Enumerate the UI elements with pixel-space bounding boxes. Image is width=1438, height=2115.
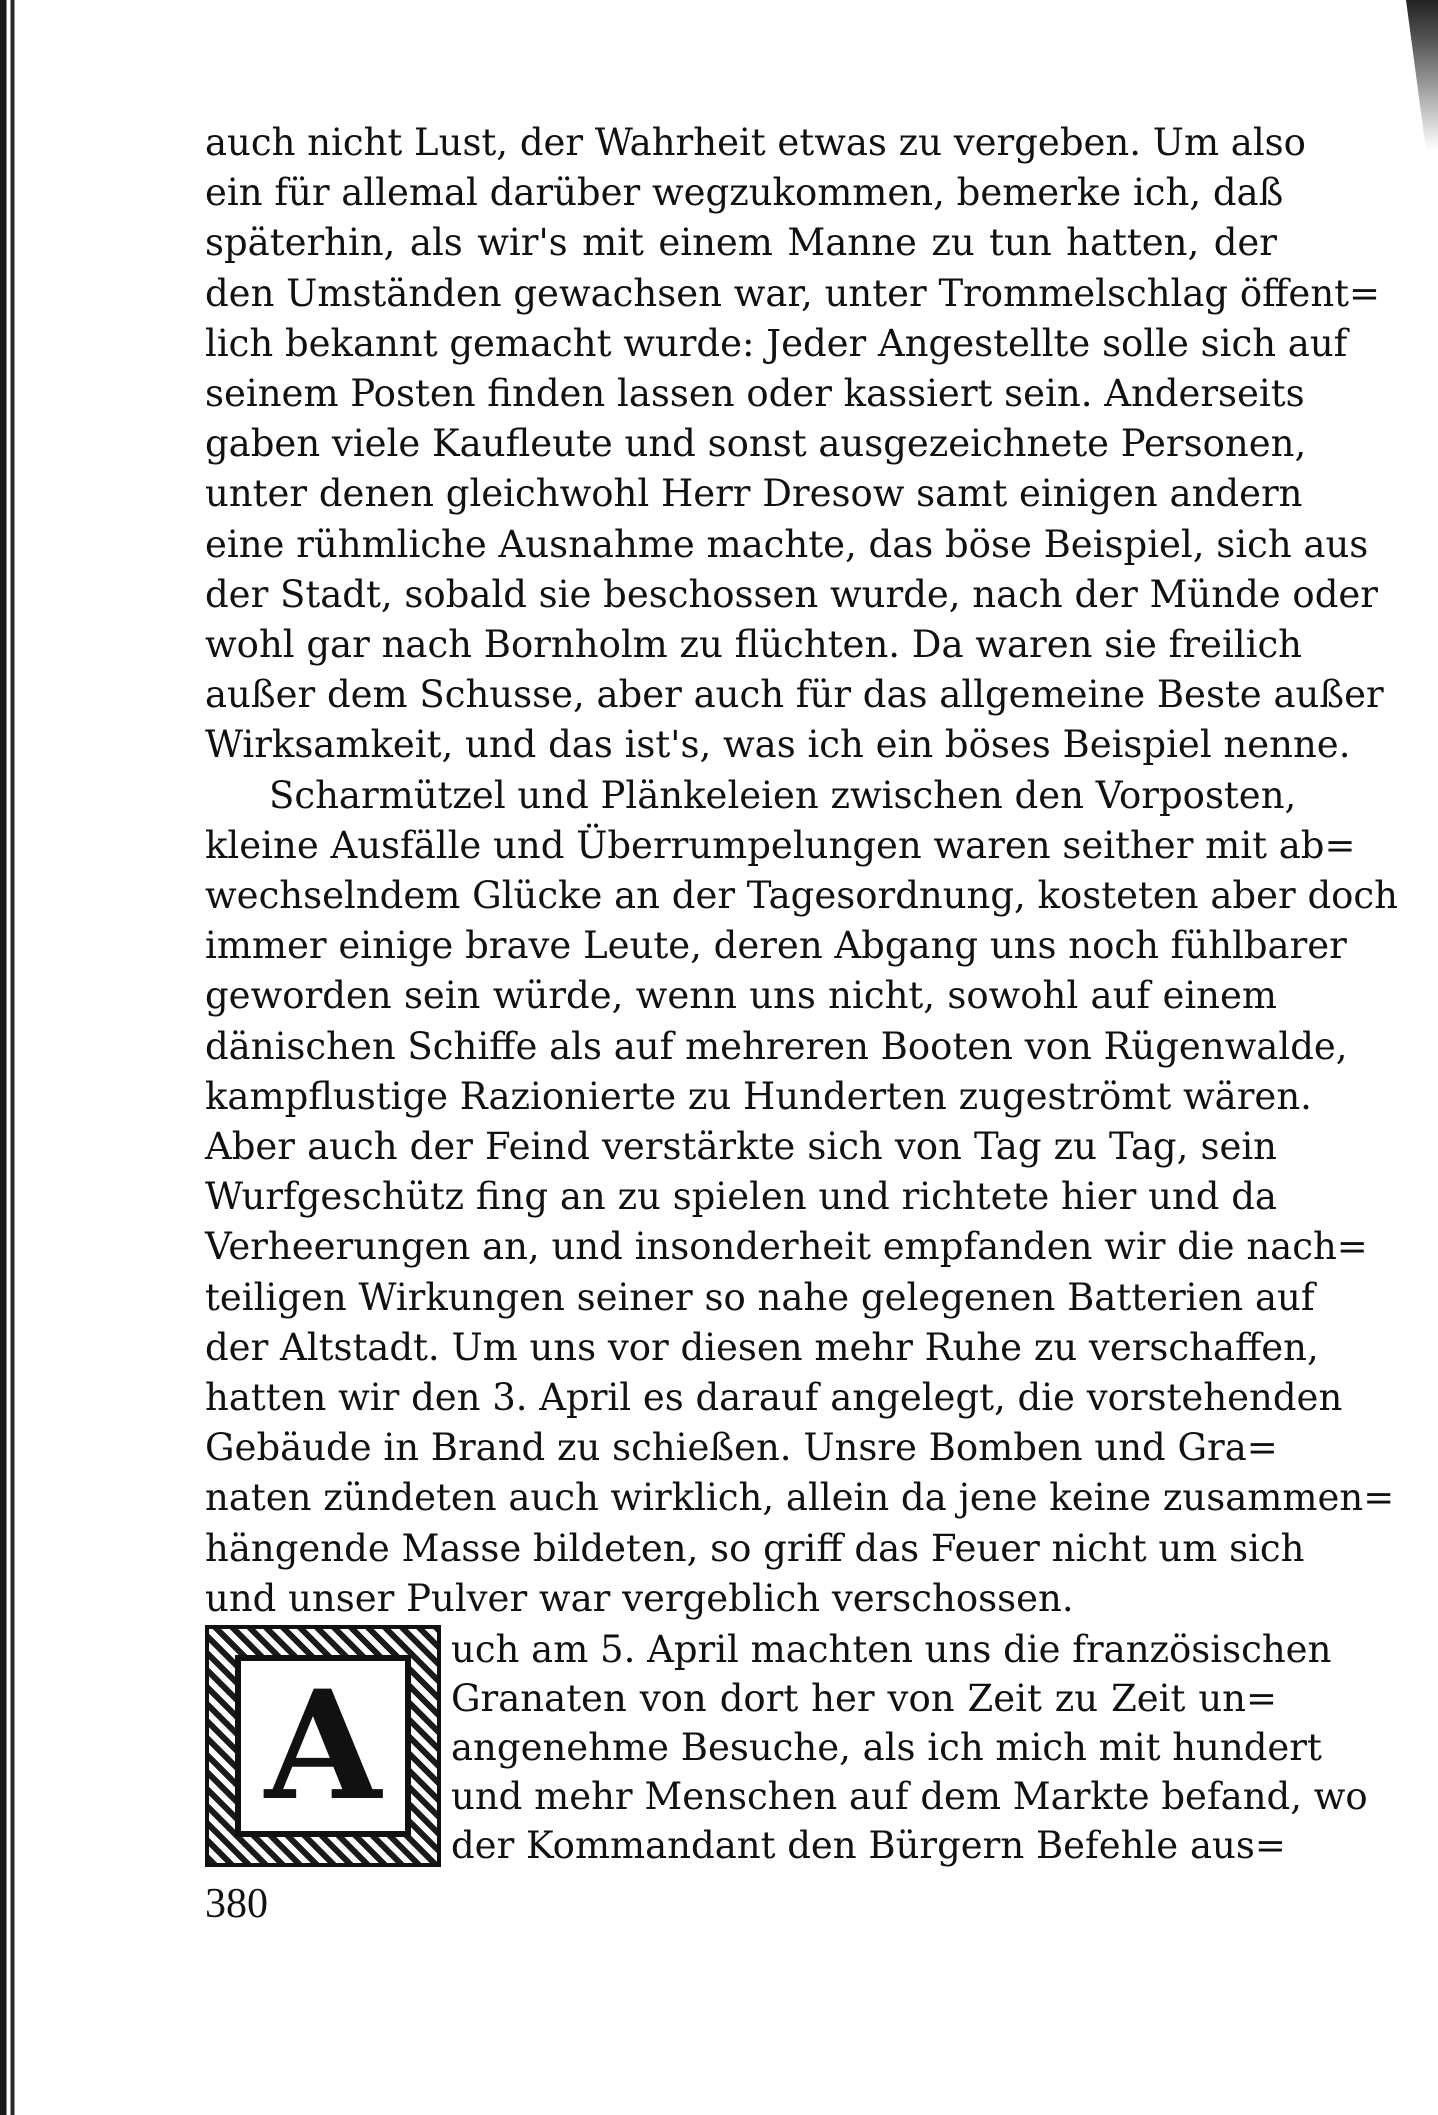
text-line: späterhin, als wir's mit einem Manne zu tun hatten, der [205, 221, 1277, 265]
text-line: und mehr Menschen auf dem Markte befand, wo [451, 1775, 1368, 1818]
text-line: hatten wir den 3. April es darauf angelegt, die vorstehenden [205, 1376, 1343, 1420]
text-line: ein für allemal darüber wegzukommen, bemerke ich, daß [205, 171, 1284, 215]
text-line: uch am 5. April machten uns die französischen [451, 1628, 1332, 1671]
text-line: kampflustige Razionierte zu Hunderten zugeströmt wären. [205, 1074, 1312, 1118]
text-line: der Stadt, sobald sie beschossen wurde, nach der Münde oder [205, 572, 1378, 616]
text-line: geworden sein würde, wenn uns nicht, sowohl auf einem [205, 974, 1277, 1018]
text-line: Verheerungen an, und insonderheit empfanden wir die nach= [205, 1225, 1368, 1269]
text-line: lich bekannt gemacht wurde: Jeder Angestellte solle sich auf [205, 321, 1348, 365]
page-scan-shadow [1398, 0, 1438, 150]
text-line: und unser Pulver war vergeblich verschossen. [205, 1576, 1074, 1620]
text-line: der Kommandant den Bürgern Befehle aus= [451, 1824, 1286, 1867]
paragraph-1 [205, 118, 1384, 771]
text-line: unter denen gleichwohl Herr Dresow samt einigen andern [205, 472, 1303, 516]
text-line: Wirksamkeit, und das ist's, was ich ein böses Beispiel nenne. [205, 723, 1351, 767]
paragraph-3-with-initial [205, 1625, 1368, 1875]
text-line: naten zündeten auch wirklich, allein da jene keine zusammen= [205, 1476, 1395, 1520]
text-line: außer dem Schusse, aber auch für das allgemeine Beste außer [205, 673, 1384, 717]
text-line: Wurfgeschütz fing an zu spielen und richtete hier und da [205, 1175, 1277, 1219]
paragraph-2 [205, 771, 1398, 1624]
text-line: Granaten von dort her von Zeit zu Zeit un= [451, 1677, 1277, 1720]
text-line: gaben viele Kaufleute und sonst ausgezeichnete Personen, [205, 422, 1307, 466]
text-line: seinem Posten finden lassen oder kassiert sein. Anderseits [205, 372, 1305, 416]
text-line: Scharmützel und Plänkeleien zwischen den Vorposten, [269, 773, 1297, 817]
text-line: auch nicht Lust, der Wahrheit etwas zu vergeben. Um also [205, 121, 1306, 164]
text-line: wohl gar nach Bornholm zu flüchten. Da waren sie freilich [205, 623, 1302, 667]
decorative-initial-frame [205, 1625, 441, 1867]
text-line: dänischen Schiffe als auf mehreren Booten von Rügenwalde, [205, 1024, 1348, 1068]
text-line: teiligen Wirkungen seiner so nahe gelegenen Batterien auf [205, 1275, 1315, 1319]
text-line: eine rühmliche Ausnahme machte, das böse Beispiel, sich aus [205, 522, 1369, 566]
text-line: Aber auch der Feind verstärkte sich von Tag zu Tag, sein [205, 1125, 1277, 1169]
text-line: den Umständen gewachsen war, unter Trommelschlag öffent= [205, 271, 1381, 315]
text-line: hängende Masse bildeten, so griff das Feuer nicht um sich [205, 1526, 1305, 1570]
text-line: der Altstadt. Um uns vor diesen mehr Ruhe zu verschaffen, [205, 1325, 1319, 1369]
main-text-block [205, 118, 1398, 1624]
text-line: wechselndem Glücke an der Tagesordnung, kosteten aber doch [205, 874, 1398, 918]
text-line: Gebäude in Brand zu schießen. Unsre Bomben und Gra= [205, 1426, 1278, 1470]
page-number: 380 [205, 1881, 268, 1927]
text-line: angenehme Besuche, als ich mich mit hundert [451, 1726, 1322, 1769]
text-line: immer einige brave Leute, deren Abgang uns noch fühlbarer [205, 924, 1347, 968]
page-binding-edge [0, 0, 22, 2115]
paragraph-3 [451, 1625, 1368, 1870]
text-line: kleine Ausfälle und Überrumpelungen waren seither mit ab= [205, 823, 1356, 867]
decorative-initial-letter: A [235, 1655, 411, 1837]
